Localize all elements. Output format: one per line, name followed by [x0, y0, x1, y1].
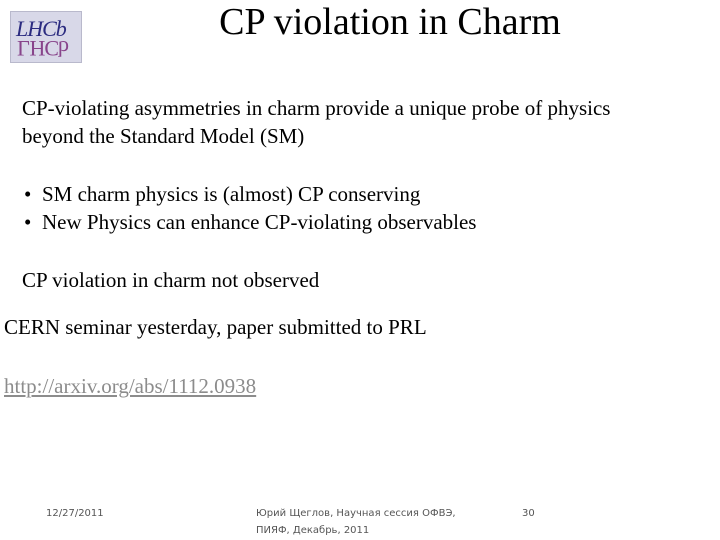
- bullet-list: [22, 180, 476, 236]
- observation-statement: CP violation in charm not observed: [22, 268, 320, 292]
- intro-line-1: CP-violating asymmetries in charm provide a unique probe of physics: [22, 96, 611, 120]
- lhcb-logo: [10, 11, 82, 63]
- footer-page-number: 30: [522, 508, 535, 519]
- intro-paragraph: [22, 94, 610, 150]
- footer-author-line-1: Юрий Щеглов, Научная сессия ОФВЭ,: [256, 508, 456, 519]
- slide-title: CP violation in Charm: [219, 1, 561, 43]
- arxiv-link[interactable]: http://arxiv.org/abs/1112.0938: [4, 374, 257, 398]
- bullet-item: • New Physics can enhance CP-violating observables: [22, 208, 476, 236]
- footer-author-line-2: ПИЯФ, Декабрь, 2011: [256, 525, 370, 536]
- footer-date: 12/27/2011: [46, 508, 104, 519]
- logo-text: LHCb: [16, 16, 66, 41]
- bullet-item: • SM charm physics is (almost) CP conserving: [22, 180, 476, 208]
- footer-author: [256, 505, 456, 539]
- seminar-note: CERN seminar yesterday, paper submitted to PRL: [4, 315, 427, 339]
- logo-text-reflection: LHCb: [17, 36, 68, 61]
- intro-line-2: beyond the Standard Model (SM): [22, 124, 305, 148]
